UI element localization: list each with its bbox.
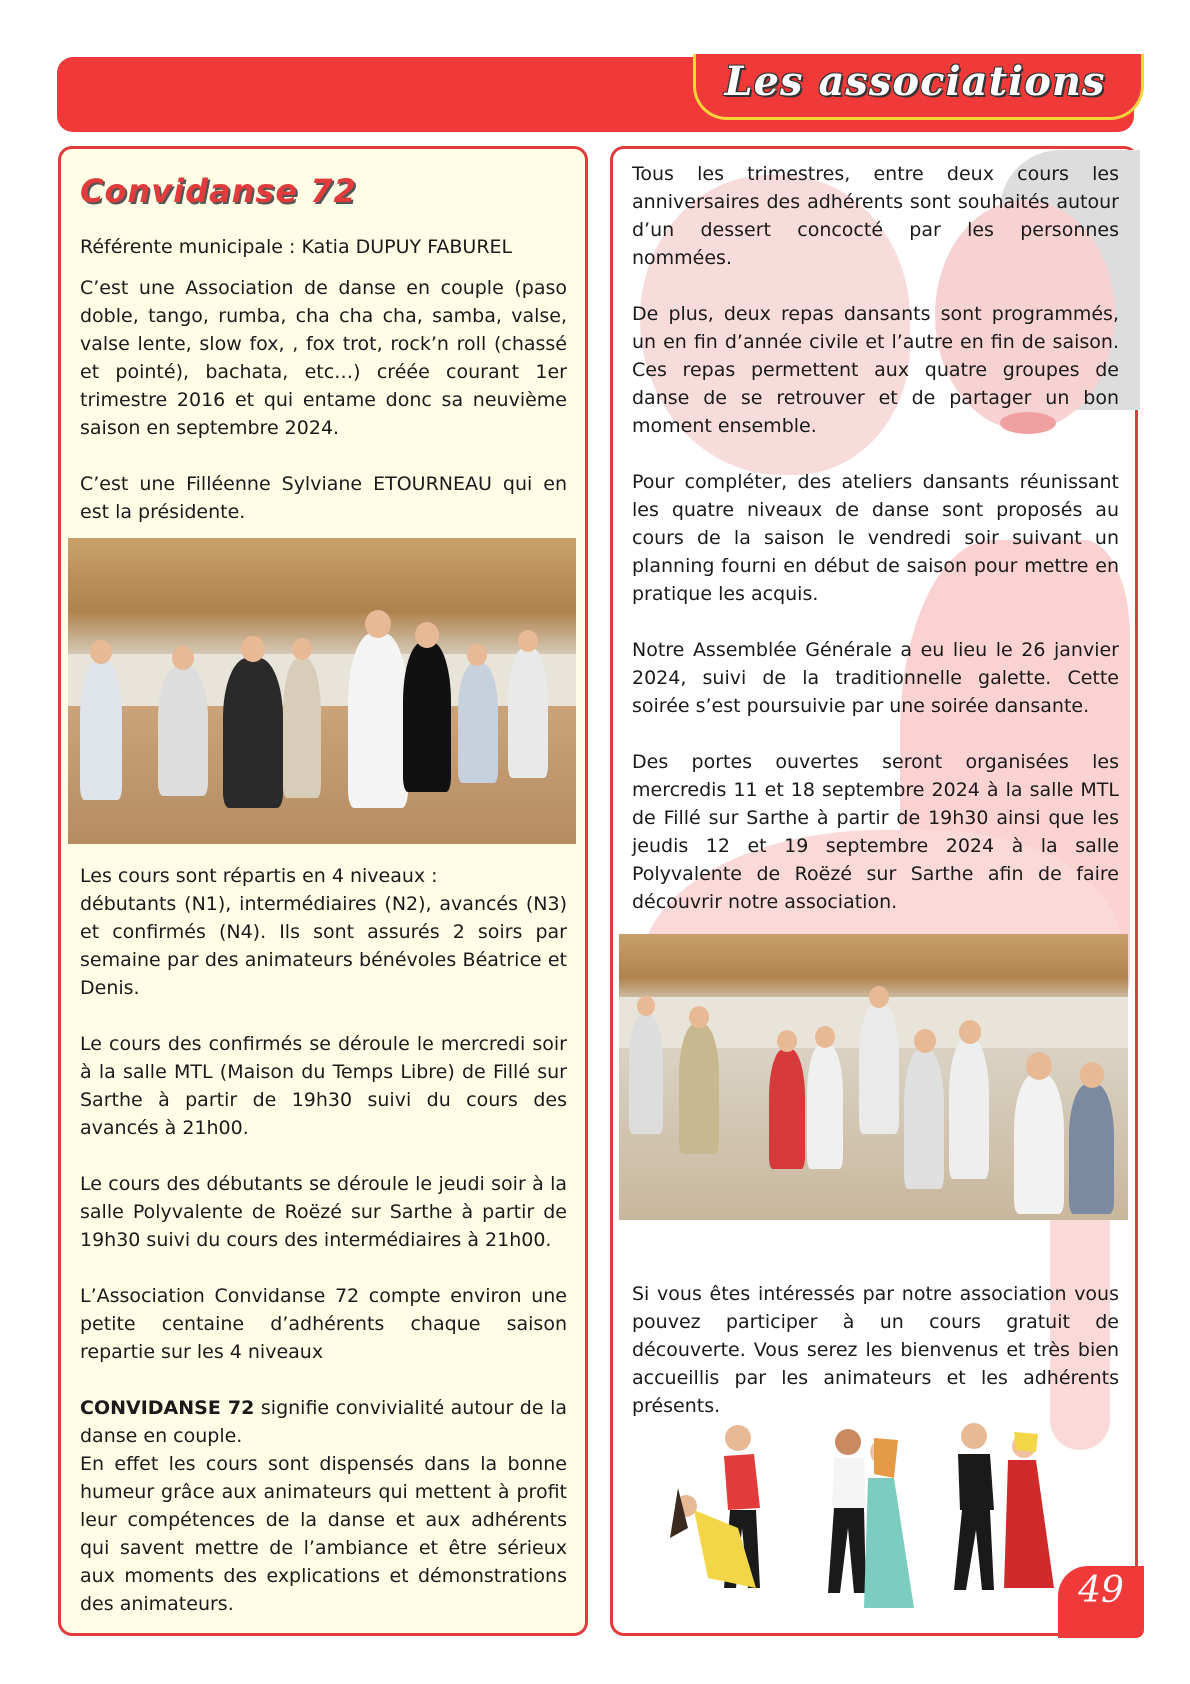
page-number: 49 xyxy=(1078,1570,1124,1611)
dance-hall-photo-2 xyxy=(619,934,1128,1220)
right-paragraph: Notre Assemblée Générale a eu lieu le 26 janvier 2024, suivi de la traditionnelle galette. Cette soirée s’est poursuivie par une soirée dansante. xyxy=(632,639,1119,717)
intro-paragraph: C’est une Association de danse en couple (paso doble, tango, rumba, cha cha cha, samba, valse, valse lente, slow fox, , fox trot, rock’n roll (chassé et pointé), bachata, etc…) créée courant 1er trimestre 2016 et qui entame donc sa neuvième saison en septembre 2024. xyxy=(80,277,567,439)
article-title: Convidanse 72 xyxy=(80,172,357,210)
closing-rest: signifie convivialité autour de la danse en couple. xyxy=(80,1397,567,1447)
right-paragraph: Des portes ouvertes seront organisées les mercredis 11 et 18 septembre 2024 à la salle MTL de Fillé sur Sarthe à partir de 19h30 ainsi que les jeudis 12 et 19 septembre 2024 à la salle Polyvalente de Roëzé sur Sarthe afin de faire découvrir notre association. xyxy=(632,751,1119,913)
closing-paragraph xyxy=(80,1394,567,1618)
right-paragraph: De plus, deux repas dansants sont programmés, un en fin d’année civile et l’autre en fin de saison. Ces repas permettent aux quatre groupes de danse de se retrouver et de partager un bon moment ensemble. xyxy=(632,303,1119,437)
courses-heading-and-levels xyxy=(80,862,567,1002)
dancing-couples-icon xyxy=(668,1418,1088,1628)
courses-paragraph: Le cours des confirmés se déroule le mercredi soir à la salle MTL (Maison du Temps Libre) de Fillé sur Sarthe à partir de 19h30 suivi du cours des avancés à 21h00. xyxy=(80,1033,567,1139)
closing-text: En effet les cours sont dispensés dans la bonne humeur grâce aux animateurs qui mettent à profit leur compétences de la danse et aux adhérents qui savent mettre de l’ambiance et être sérieux aux moments des explications et démonstrations des animateurs. xyxy=(80,1453,567,1615)
courses-levels: débutants (N1), intermédiaires (N2), avancés (N3) et confirmés (N4). Ils sont assurés 2 soirs par semaine par des animateurs bénévoles Béatrice et Denis. xyxy=(80,893,567,999)
right-paragraph: Pour compléter, des ateliers dansants réunissant les quatre niveaux de danse sont proposés au cours de la saison le vendredi soir suivant un planning fourni en début de saison pour mettre en pratique les acquis. xyxy=(632,471,1119,605)
referent-line: Référente municipale : Katia DUPUY FABUREL xyxy=(80,236,513,258)
closing-bold: CONVIDANSE 72 xyxy=(80,1397,255,1419)
right-text xyxy=(632,160,1119,916)
courses-paragraph: L’Association Convidanse 72 compte environ une petite centaine d’adhérents chaque saison repartie sur les 4 niveaux xyxy=(80,1285,567,1363)
dance-hall-photo-1 xyxy=(68,538,576,844)
invitation-text: Si vous êtes intéressés par notre association vous pouvez participer à un cours gratuit de découverte. Vous serez les bienvenus et très bien accueillis par les animateurs et les adhérents présents. xyxy=(632,1283,1119,1417)
intro-text xyxy=(80,274,567,526)
dancers-illustration xyxy=(668,1418,1088,1628)
courses-text xyxy=(80,862,567,1618)
right-paragraph: Tous les trimestres, entre deux cours les anniversaires des adhérents sont souhaités autour d’un dessert concocté par les personnes nommées. xyxy=(632,163,1119,269)
section-title: Les associations xyxy=(724,58,1106,105)
courses-heading: Les cours sont répartis en 4 niveaux : xyxy=(80,865,438,887)
intro-paragraph: C’est une Filléenne Sylviane ETOURNEAU qui en est la présidente. xyxy=(80,473,567,523)
courses-paragraph: Le cours des débutants se déroule le jeudi soir à la salle Polyvalente de Roëzé sur Sarthe à partir de 19h30 suivi du cours des intermédiaires à 21h00. xyxy=(80,1173,567,1251)
